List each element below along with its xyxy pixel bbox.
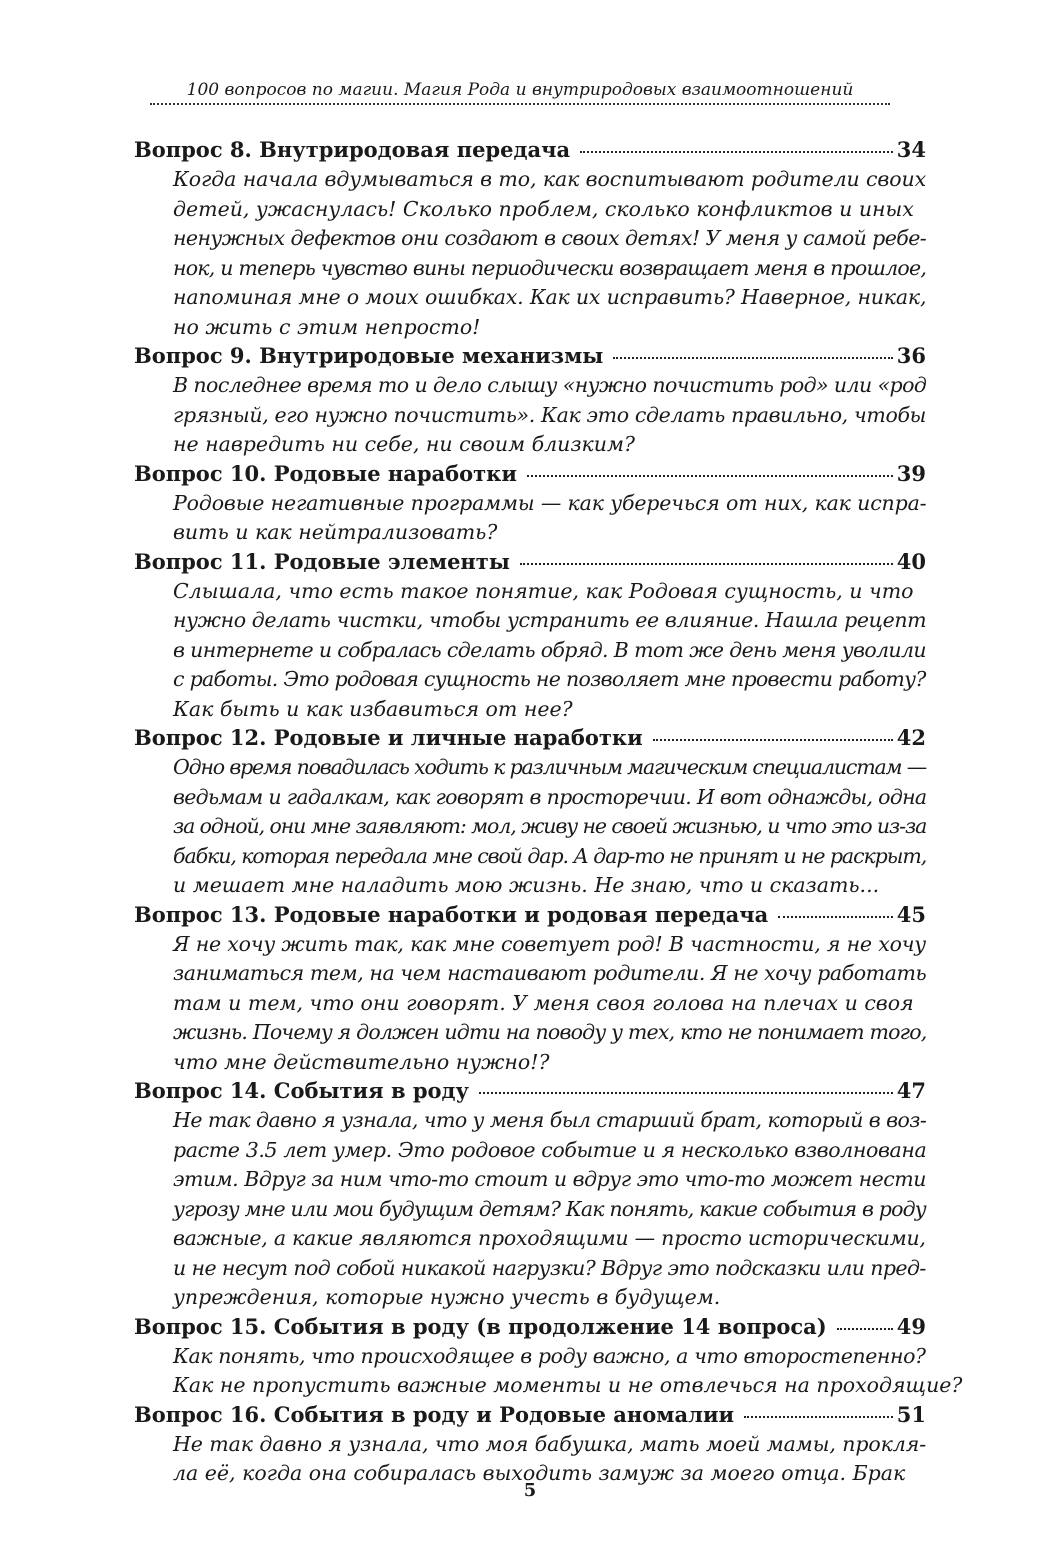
- dot-leader: [479, 1092, 893, 1094]
- toc-entry-title: Вопрос 8. Внутриродовая передача: [134, 137, 571, 162]
- toc-entry: [134, 136, 926, 342]
- running-head-rule: [150, 103, 890, 105]
- question-line: детей, ужаснулась! Сколько проблем, сколько конфликтов и иных: [173, 196, 914, 221]
- toc-entry-title: Вопрос 9. Внутриродовые механизмы: [134, 343, 604, 368]
- dot-leader: [527, 475, 893, 477]
- toc-entry-heading: [134, 1401, 926, 1429]
- table-of-contents: [134, 136, 963, 1489]
- dot-leader: [580, 151, 893, 153]
- question-line: нужно делать чистки, чтобы устранить ее влияние. Нашла рецепт: [173, 608, 927, 632]
- toc-entry: [134, 901, 926, 1078]
- dot-leader: [613, 357, 892, 359]
- question-line: угрозу мне или мои будущим детям? Как понять, какие события в роду: [173, 1196, 926, 1221]
- toc-entry-title: Вопрос 14. События в роду: [134, 1078, 469, 1103]
- toc-entry-page-number: 49: [896, 1313, 926, 1339]
- question-line: упреждения, которые нужно учесть в будущем.: [173, 1285, 721, 1309]
- dot-leader: [778, 916, 893, 918]
- dot-leader: [520, 563, 893, 565]
- toc-entry-question: [173, 753, 926, 901]
- question-line: с работы. Это родовая сущность не позволяет мне провести работу?: [173, 667, 926, 691]
- question-line: грязный, его нужно почистить». Как это сделать правильно, чтобы: [173, 402, 927, 427]
- toc-entry-title: Вопрос 13. Родовые наработки и родовая передача: [134, 901, 769, 927]
- page-number: 5: [523, 1480, 537, 1501]
- toc-entry: [134, 724, 926, 901]
- dot-leader: [653, 739, 893, 741]
- question-line: жизнь. Почему я должен идти на поводу у тех, кто не понимает того,: [173, 1020, 927, 1044]
- toc-entry: [134, 1313, 963, 1401]
- question-line: вить и как нейтрализовать?: [173, 520, 498, 544]
- question-line: Как не пропустить важные моменты и не отвлечься на проходящие?: [173, 1373, 963, 1397]
- question-line: за одной, они мне заявляют: мол, живу не своей жизнью, и что это из-за: [173, 814, 927, 838]
- toc-entry-heading: [134, 548, 926, 576]
- toc-entry: [134, 460, 926, 548]
- question-line: но жить с этим непросто!: [173, 314, 481, 339]
- question-line: ведьмам и гадалкам, как говорят в просторечии. И вот однажды, одна: [173, 784, 927, 809]
- toc-entry-heading: [134, 342, 926, 370]
- dot-leader: [837, 1328, 893, 1330]
- toc-entry-page-number: 42: [896, 725, 926, 750]
- toc-entry-title: Вопрос 15. События в роду (в продолжение 14 вопроса): [134, 1313, 827, 1339]
- toc-entry-question: [173, 930, 926, 1078]
- question-line: ла её, когда она собиралась выходить замуж за моего отца. Брак: [173, 1461, 906, 1485]
- question-line: бабки, которая передала мне свой дар. А дар-то не принят и не раскрыт,: [173, 843, 927, 868]
- toc-entry-title: Вопрос 11. Родовые элементы: [134, 548, 510, 574]
- question-line: Родовые негативные программы — как уберечься от них, как испра-: [173, 490, 927, 515]
- toc-entry-question: [173, 1106, 926, 1313]
- toc-entry-heading: [134, 136, 926, 164]
- question-line: там и тем, что они говорят. У меня своя голова на плечах и своя: [173, 990, 914, 1015]
- question-line: Не так давно я узнала, что у меня был старший брат, который в воз-: [173, 1108, 927, 1132]
- question-line: важные, а какие являются проходящими — просто историческими,: [173, 1226, 926, 1250]
- toc-entry-page-number: 40: [896, 548, 926, 574]
- toc-entry-question: [173, 371, 926, 460]
- question-line: Как понять, что происходящее в роду важно, а что второстепенно?: [173, 1343, 926, 1368]
- question-line: В последнее время то и дело слышу «нужно почистить род» или «род: [173, 373, 927, 397]
- question-line: ненужных дефектов они создают в своих детях! У меня у самой ребе-: [173, 226, 927, 250]
- question-line: в интернете и собралась сделать обряд. В тот же день меня уволили: [173, 637, 926, 662]
- toc-entry-page-number: 36: [896, 343, 926, 368]
- question-line: напоминая мне о моих ошибках. Как их исправить? Наверное, никак,: [173, 285, 927, 309]
- toc-entry: [134, 342, 926, 460]
- question-line: Когда начала вдумываться в то, как воспитывают родители своих: [173, 167, 927, 191]
- question-line: и мешает мне наладить мою жизнь. Не знаю, что и сказать...: [173, 873, 880, 897]
- toc-entry: [134, 1401, 926, 1489]
- toc-entry-question: [173, 489, 926, 548]
- toc-entry-page-number: 51: [896, 1401, 926, 1427]
- toc-entry-title: Вопрос 10. Родовые наработки: [134, 460, 517, 486]
- toc-entry-heading: [134, 901, 926, 929]
- question-line: и не несут под собой никакой нагрузки? Вдруг это подсказки или пред-: [173, 1255, 926, 1280]
- toc-entry-page-number: 39: [896, 460, 926, 486]
- toc-entry-page-number: 47: [896, 1078, 926, 1103]
- question-line: расте 3.5 лет умер. Это родовое событие и я несколько взволнована: [173, 1137, 927, 1162]
- question-line: не навредить ни себе, ни своим близким?: [173, 432, 635, 456]
- running-head: 100 вопросов по магии. Магия Рода и внутриродовых взаимоотношений: [186, 80, 854, 100]
- question-line: нок, и теперь чувство вины периодически возвращает меня в прошлое,: [173, 255, 927, 280]
- toc-entry-title: Вопрос 16. События в роду и Родовые аномалии: [134, 1401, 735, 1427]
- question-line: заниматься тем, на чем настаивают родители. Я не хочу работать: [173, 961, 927, 985]
- toc-entry-title: Вопрос 12. Родовые и личные наработки: [134, 725, 643, 750]
- question-line: что мне действительно нужно!?: [173, 1049, 550, 1074]
- toc-entry-page-number: 34: [896, 137, 926, 162]
- question-line: Я не хочу жить так, как мне советует род! В частности, я не хочу: [173, 931, 926, 956]
- toc-entry-heading: [134, 1077, 926, 1105]
- toc-entry-question: [173, 577, 926, 725]
- question-line: этим. Вдруг за ним что-то стоит и вдруг это что-то может нести: [173, 1167, 926, 1191]
- question-line: Слышала, что есть такое понятие, как Родовая сущность, и что: [173, 578, 914, 603]
- toc-entry-heading: [134, 460, 926, 488]
- dot-leader: [744, 1416, 893, 1418]
- toc-entry-question: [173, 1342, 963, 1401]
- toc-entry-question: [173, 165, 926, 342]
- question-line: Одно время повадилась ходить к различным магическим специалистам —: [173, 755, 927, 779]
- toc-entry: [134, 1077, 926, 1313]
- toc-entry-heading: [134, 1313, 926, 1341]
- question-line: Как быть и как избавиться от нее?: [173, 696, 573, 721]
- toc-entry-heading: [134, 724, 926, 752]
- toc-entry: [134, 548, 926, 725]
- toc-entry-page-number: 45: [896, 901, 926, 927]
- question-line: Не так давно я узнала, что моя бабушка, мать моей мамы, прокля-: [173, 1431, 927, 1456]
